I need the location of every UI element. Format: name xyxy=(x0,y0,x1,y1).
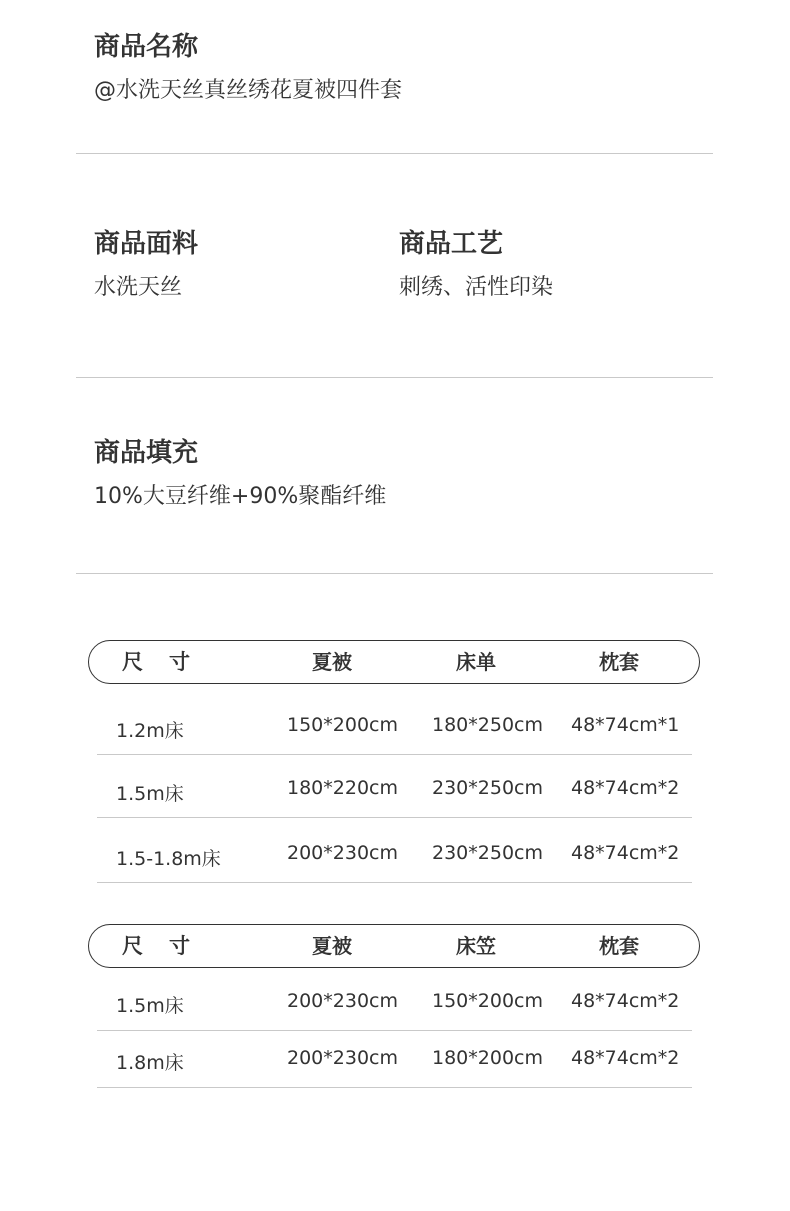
cell-size: 1.2m床 xyxy=(116,720,184,742)
table-row xyxy=(97,818,692,883)
table-row xyxy=(97,692,692,755)
cell-quilt: 150*200cm xyxy=(287,714,398,736)
product-name-value: @水洗天丝真丝绣花夏被四件套 xyxy=(94,78,403,103)
cell-size: 1.5m床 xyxy=(116,995,184,1017)
cell-pillowcase: 48*74cm*2 xyxy=(571,777,680,799)
cell-quilt: 180*220cm xyxy=(287,777,398,799)
cell-bedsheet: 230*250cm xyxy=(432,842,543,864)
cell-fitted-sheet: 150*200cm xyxy=(432,990,543,1012)
divider xyxy=(76,377,713,378)
cell-pillowcase: 48*74cm*1 xyxy=(571,714,680,736)
cell-bedsheet: 230*250cm xyxy=(432,777,543,799)
filling-label: 商品填充 xyxy=(94,438,199,468)
cell-quilt: 200*230cm xyxy=(287,842,398,864)
size-table-1-header xyxy=(88,640,700,684)
cell-pillowcase: 48*74cm*2 xyxy=(571,842,680,864)
table-row xyxy=(97,755,692,818)
craft-value: 刺绣、活性印染 xyxy=(399,275,554,300)
cell-quilt: 200*230cm xyxy=(287,1047,398,1069)
cell-pillowcase: 48*74cm*2 xyxy=(571,1047,680,1069)
cell-pillowcase: 48*74cm*2 xyxy=(571,990,680,1012)
product-name-label: 商品名称 xyxy=(94,32,199,62)
fabric-label: 商品面料 xyxy=(94,229,199,259)
divider xyxy=(76,153,713,154)
header-size: 尺寸 xyxy=(122,650,216,674)
header-pillowcase: 枕套 xyxy=(599,934,639,958)
table-row xyxy=(97,974,692,1031)
header-fitted-sheet: 床笠 xyxy=(456,934,496,958)
cell-size: 1.5-1.8m床 xyxy=(116,848,221,870)
craft-label: 商品工艺 xyxy=(399,229,504,259)
header-quilt: 夏被 xyxy=(312,934,352,958)
cell-fitted-sheet: 180*200cm xyxy=(432,1047,543,1069)
cell-size: 1.8m床 xyxy=(116,1052,184,1074)
table-row xyxy=(97,1031,692,1088)
size-table-2-header xyxy=(88,924,700,968)
header-quilt: 夏被 xyxy=(312,650,352,674)
filling-value: 10%大豆纤维+90%聚酯纤维 xyxy=(94,484,387,509)
header-bedsheet: 床单 xyxy=(456,650,496,674)
cell-size: 1.5m床 xyxy=(116,783,184,805)
fabric-value: 水洗天丝 xyxy=(94,275,183,300)
cell-quilt: 200*230cm xyxy=(287,990,398,1012)
cell-bedsheet: 180*250cm xyxy=(432,714,543,736)
header-pillowcase: 枕套 xyxy=(599,650,639,674)
header-size: 尺寸 xyxy=(122,934,216,958)
divider xyxy=(76,573,713,574)
